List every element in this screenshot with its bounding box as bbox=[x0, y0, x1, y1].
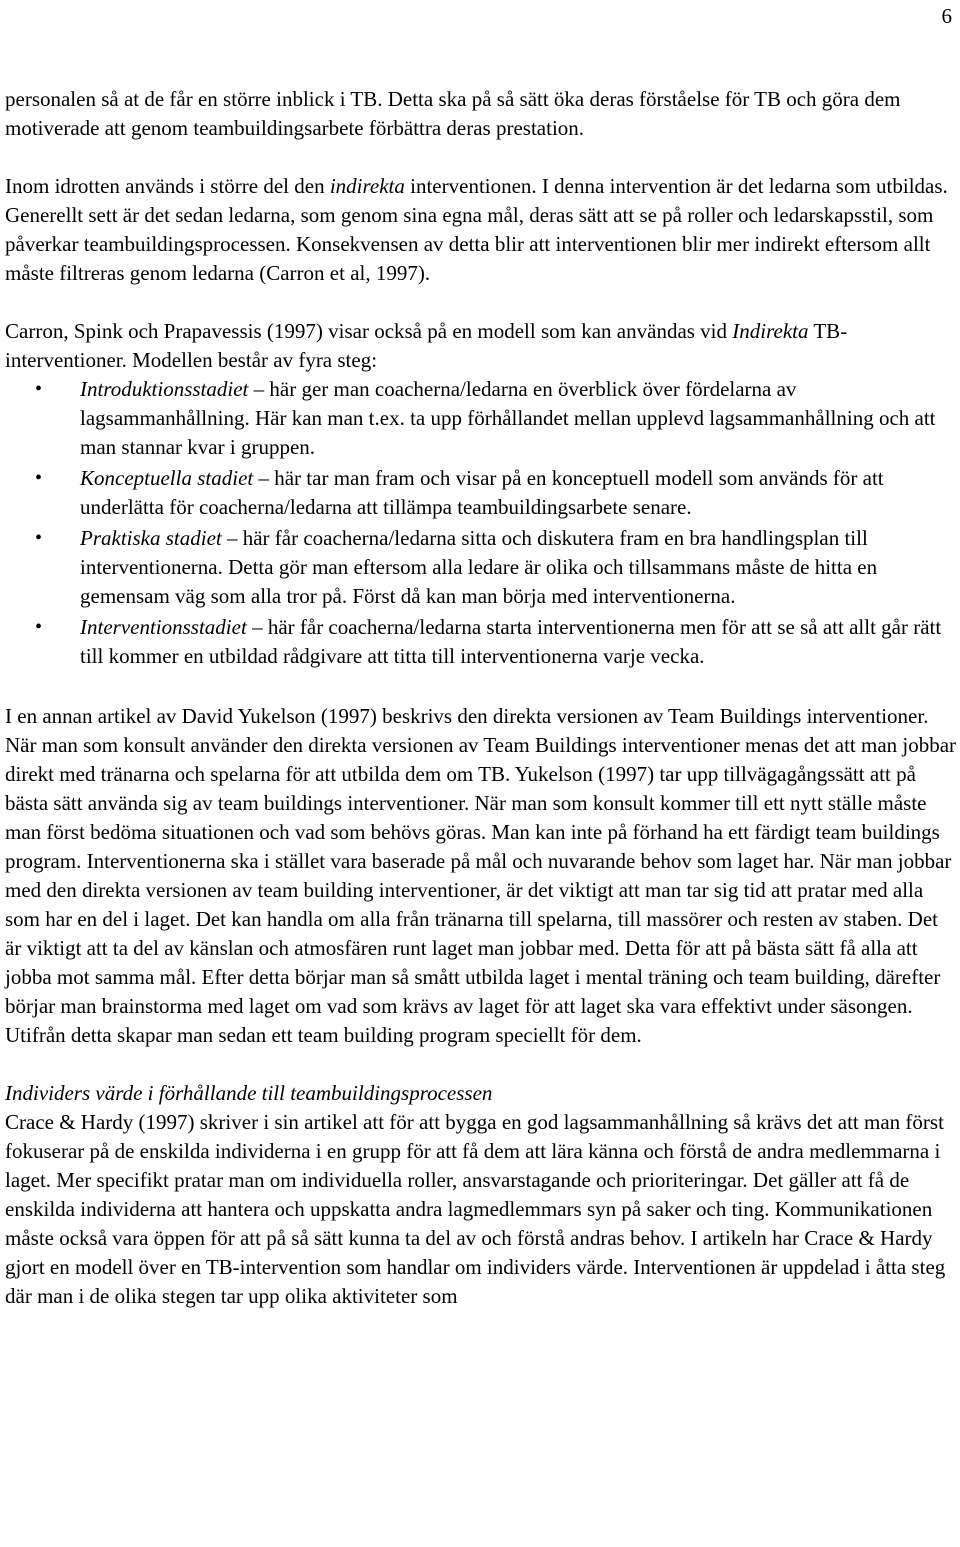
list-item bbox=[5, 464, 957, 522]
page-number: 6 bbox=[941, 4, 952, 28]
list-item bbox=[5, 524, 957, 611]
step-dash: – bbox=[221, 526, 243, 550]
section-heading: Individers värde i förhållande till teambuildingsprocessen bbox=[5, 1081, 493, 1105]
paragraph-individual-value: Crace & Hardy (1997) skriver i sin artikel att för att bygga en god lagsammanhållning så krävs det att man först fokuserar på de enskilda individerna i en grupp för att få dem att lära känna och förstå de andra medlemmarna i laget. Mer specifikt pratar man om individuella roller, ansvarstagande och prioriteringar. Det gäller att få de enskilda individerna att hantera och uppskatta andra lagmedlemmars syn på saker och ting. Kommunikationen måste också vara öppen för att på så sätt kunna ta del av och förstå andras behov. I artikeln har Crace & Hardy gjort en modell över en TB-intervention som handlar om individers värde. Interventionen är uppdelad i åtta steg där man i de olika stegen tar upp olika aktiviteter som bbox=[5, 1110, 946, 1308]
paragraph-gap bbox=[5, 143, 957, 172]
step-dash: – bbox=[253, 466, 275, 490]
step-dash: – bbox=[246, 615, 268, 639]
step-term: Konceptuella stadiet bbox=[80, 466, 254, 490]
paragraph-gap bbox=[5, 673, 957, 702]
step-term: Interventionsstadiet bbox=[80, 615, 247, 639]
paragraph-model-intro bbox=[5, 317, 957, 375]
paragraph-direct-version: I en annan artikel av David Yukelson (1997) beskrivs den direkta versionen av Team Buildings interventioner. När man som konsult använder den direkta versionen av Team Buildings interventioner menas det att man jobbar direkt med tränarna och spelarna för att utbilda dem om TB. Yukelson (1997) tar upp tillvägagångssätt att på bästa sätt använda sig av team buildings interventioner. När man som konsult kommer till ett nytt ställe måste man först bedöma situationen och vad som behövs göras. Man kan inte på förhand ha ett färdigt team buildings program. Interventionerna ska i stället vara baserade på mål och nuvarande behov som laget har. När man jobbar med den direkta versionen av team building interventioner, är det viktigt att man tar sig tid att pratar med alla som har en del i laget. Det kan handla om alla från tränarna till spelarna, till massörer och resten av staben. Det är viktigt att ta del av känslan och atmosfären runt laget man jobbar med. Detta för att på bästa sätt få alla att jobba mot samma mål. Efter detta börjar man så smått utbilda laget i mental träning och team building, därefter börjar man brainstorma med laget om vad som krävs av laget för att laget ska vara effektivt under säsongen. Utifrån detta skapar man sedan ett team building program speciellt för dem. bbox=[5, 704, 957, 1047]
document-body bbox=[5, 85, 957, 1311]
emphasis-indirekta: indirekta bbox=[329, 174, 405, 198]
list-item bbox=[5, 613, 957, 671]
paragraph-intro: personalen så at de får en större inblick i TB. Detta ska på så sätt öka deras förståelse för TB och göra dem motiverade att genom teambuildingsarbete förbättra deras prestation. bbox=[5, 87, 901, 140]
step-text: här får coacherna/ledarna sitta och diskutera fram en bra handlingsplan till interventionerna. Detta gör man eftersom alla ledare är olika och tillsammans måste de hitta en gemensam väg som alla tror på. Först då kan man börja med interventionerna. bbox=[80, 526, 878, 608]
step-term: Praktiska stadiet bbox=[80, 526, 222, 550]
text-segment: TB-interventioner. Modellen består av fyra steg: bbox=[5, 319, 848, 372]
text-segment: Inom idrotten används i större del den bbox=[5, 174, 330, 198]
paragraph-gap bbox=[5, 288, 957, 317]
emphasis-indirekta: Indirekta bbox=[732, 319, 809, 343]
bullet-icon: • bbox=[35, 616, 43, 638]
step-text: här tar man fram och visar på en konceptuell modell som används för att underlätta för coacherna/ledarna att tillämpa teambuildingsarbete senare. bbox=[80, 466, 884, 519]
model-steps-list bbox=[5, 375, 957, 671]
paragraph-indirect-intervention bbox=[5, 172, 957, 288]
list-item bbox=[5, 375, 957, 462]
bullet-icon: • bbox=[35, 467, 43, 489]
bullet-icon: • bbox=[35, 378, 43, 400]
bullet-icon: • bbox=[35, 527, 43, 549]
step-dash: – bbox=[248, 377, 270, 401]
step-term: Introduktionsstadiet bbox=[80, 377, 249, 401]
step-text: här ger man coacherna/ledarna en överblick över fördelarna av lagsammanhållning. Här kan man t.ex. ta upp förhållandet mellan upplevd lagsammanhållning och att man stannar kvar i gruppen. bbox=[80, 377, 936, 459]
text-segment: Carron, Spink och Prapavessis (1997) visar också på en modell som kan användas vid bbox=[5, 319, 733, 343]
paragraph-gap bbox=[5, 1050, 957, 1079]
text-segment: interventionen. I denna intervention är det ledarna som utbildas. Generellt sett är det sedan ledarna, som genom sina egna mål, deras sätt att se på roller och ledarskapsstil, som påverkar teambuildingsprocessen. Konsekvensen av detta blir att interventionen blir mer indirekt eftersom allt måste filtreras genom ledarna (Carron et al, 1997). bbox=[5, 174, 948, 285]
step-text: här får coacherna/ledarna starta interventionerna men för att se så att allt går rätt till kommer en utbildad rådgivare att titta till interventionerna varje vecka. bbox=[80, 615, 942, 668]
